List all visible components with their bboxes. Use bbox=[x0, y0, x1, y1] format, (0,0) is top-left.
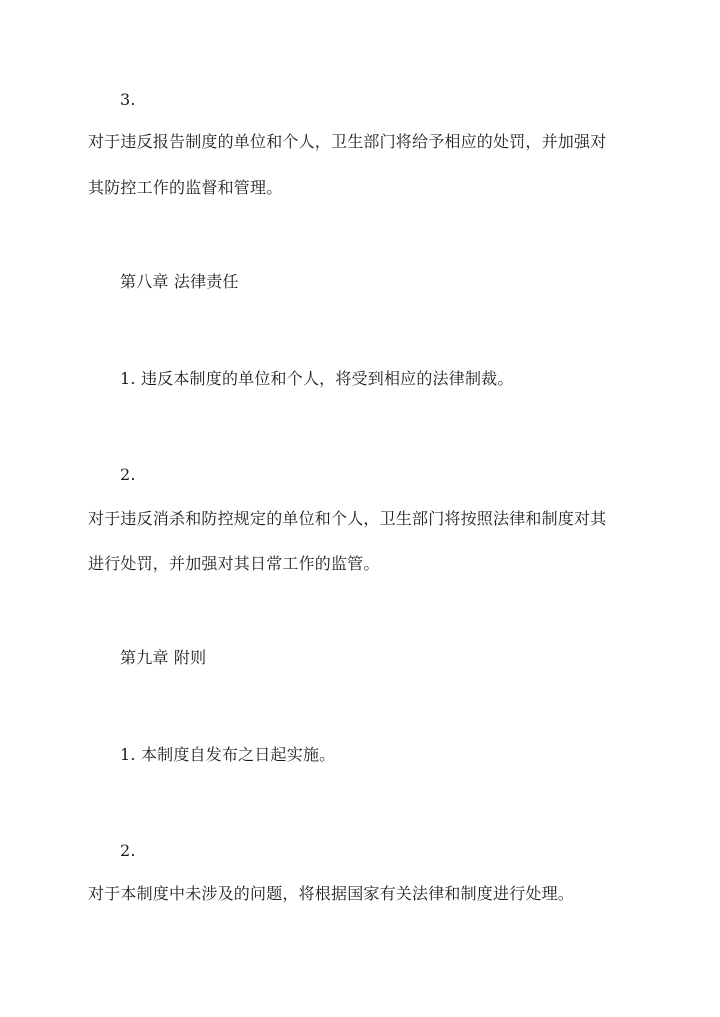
paragraph-line: 进行处罚，并加强对其日常工作的监管。 bbox=[88, 554, 380, 573]
list-item-number: 3. bbox=[120, 90, 136, 109]
chapter-heading: 第九章 附则 bbox=[120, 648, 207, 667]
paragraph-line: 对于本制度中未涉及的问题，将根据国家有关法律和制度进行处理。 bbox=[88, 884, 575, 903]
chapter-heading: 第八章 法律责任 bbox=[120, 272, 239, 291]
list-item-number: 2. bbox=[120, 465, 136, 484]
list-item: 1. 本制度自发布之日起实施。 bbox=[120, 745, 336, 764]
paragraph-line: 其防控工作的监督和管理。 bbox=[88, 178, 283, 197]
list-item: 1. 违反本制度的单位和个人，将受到相应的法律制裁。 bbox=[120, 369, 514, 388]
paragraph-line: 对于违反消杀和防控规定的单位和个人，卫生部门将按照法律和制度对其 bbox=[88, 509, 607, 528]
paragraph-line: 对于违反报告制度的单位和个人，卫生部门将给予相应的处罚，并加强对 bbox=[88, 132, 607, 151]
list-item-number: 2. bbox=[120, 841, 136, 860]
